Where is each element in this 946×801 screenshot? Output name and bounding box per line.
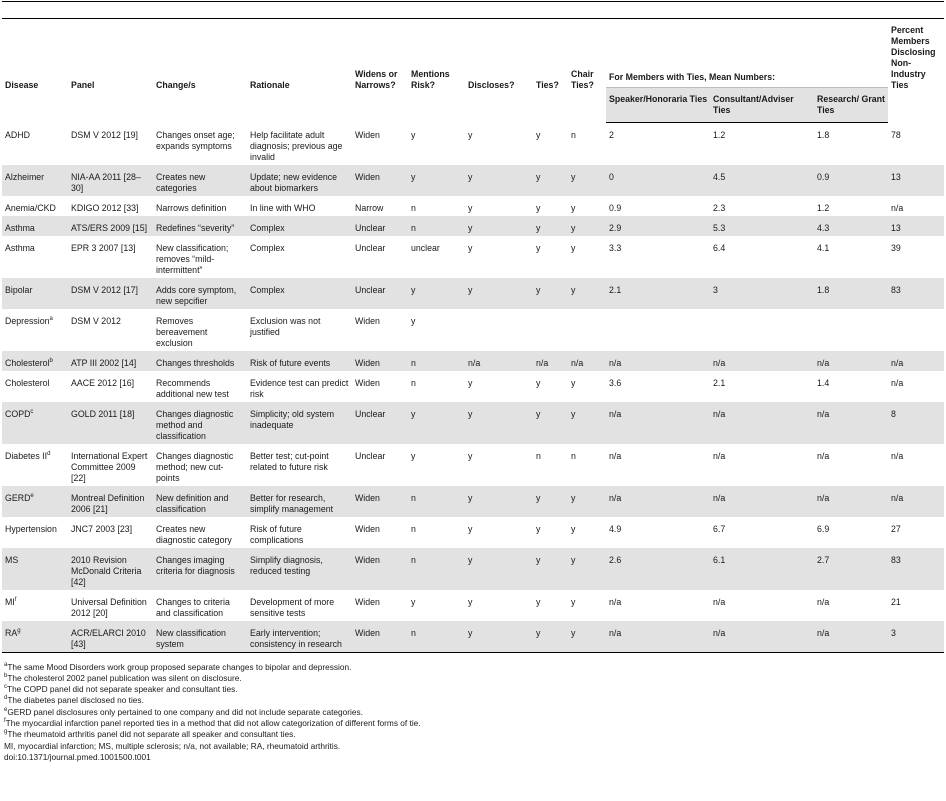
chair-ties-cell: y [568, 278, 606, 309]
consultant-ties-cell: n/a [710, 351, 814, 371]
mentions-risk-cell: y [411, 129, 416, 140]
chair-ties-cell [568, 309, 606, 351]
percent-non-industry-cell: 78 [891, 129, 901, 140]
research-ties-cell: 1.8 [814, 278, 888, 309]
disease-cell: Cholesterol$^b$ [2, 351, 68, 371]
rationale-cell: Risk of future events [247, 351, 352, 371]
chair-ties-cell: n [571, 129, 576, 140]
mentions-risk-cell: y [408, 402, 465, 444]
widens-cell: Unclear [352, 216, 408, 236]
table-row [2, 236, 944, 278]
table-row [2, 548, 944, 590]
change-cell: New definition and classification [153, 486, 247, 517]
rationale-cell: Risk of future complications [250, 523, 304, 545]
percent-non-industry-cell: 8 [888, 402, 944, 444]
table-row [2, 371, 944, 402]
rationale-cell: Complex [250, 242, 285, 253]
rationale-cell: Complex [247, 278, 352, 309]
ties-cell: y [533, 548, 568, 590]
widens-cell: Unclear [355, 450, 386, 461]
mentions-risk-cell: n [408, 621, 465, 653]
chair-ties-cell: y [571, 596, 576, 607]
col-header-percent-non-industry: Percent Members Disclosing Non-Industry Ties [891, 25, 936, 90]
footnote: $^g$The rheumatoid arthritis panel did not separate all speaker and consultant ties. [4, 729, 296, 740]
table-row [2, 278, 944, 309]
panel-cell: JNC7 2003 [23] [71, 523, 133, 534]
discloses-cell: y [465, 486, 533, 517]
footnote-marker: a [4, 661, 8, 668]
change-cell: Creates new diagnostic category [156, 523, 232, 545]
ties-cell: y [536, 596, 541, 607]
discloses-cell: y [465, 621, 533, 653]
ties-cell: y [536, 523, 541, 534]
research-ties-cell: n/a [814, 486, 888, 517]
research-ties-cell: n/a [814, 621, 888, 653]
table-row [2, 486, 944, 517]
footnote: $^e$GERD panel disclosures only pertained to one company and did not include separate categories. [4, 706, 363, 717]
panel-cell: EPR 3 2007 [13] [71, 242, 136, 253]
consultant-ties-cell: 3 [710, 278, 814, 309]
mentions-risk-cell: n [408, 486, 465, 517]
discloses-cell: y [468, 242, 473, 253]
ties-cell: y [536, 129, 541, 140]
change-cell: Changes onset age; expands symptoms [156, 129, 235, 151]
chair-ties-cell: y [571, 202, 576, 213]
rationale-cell: Update; new evidence about biomarkers [247, 165, 352, 196]
data-table [2, 19, 944, 653]
chair-ties-cell: y [568, 216, 606, 236]
disease-cell: Cholesterol [5, 377, 50, 388]
research-ties-cell [814, 309, 888, 351]
chair-ties-cell: n/a [568, 351, 606, 371]
percent-non-industry-cell: 3 [888, 621, 944, 653]
consultant-ties-cell: 2.3 [713, 202, 726, 213]
percent-non-industry-cell: 83 [888, 548, 944, 590]
percent-non-industry-cell: 83 [888, 278, 944, 309]
disease-cell: ADHD [5, 129, 30, 140]
footnote: $^b$The cholesterol 2002 panel publication was silent on disclosure. [4, 672, 242, 683]
widens-cell: Unclear [352, 278, 408, 309]
discloses-cell: y [465, 216, 533, 236]
mentions-risk-cell: y [411, 450, 416, 461]
ties-cell: n [536, 450, 541, 461]
ties-cell: y [533, 486, 568, 517]
mentions-risk-cell: y [408, 165, 465, 196]
rationale-cell: Evidence test can predict risk [250, 377, 349, 399]
percent-non-industry-cell: n/a [891, 450, 904, 461]
footnote: $^d$The diabetes panel disclosed no ties. [4, 695, 144, 706]
footnote-marker: g [17, 627, 21, 634]
rationale-cell: Better for research, simplify management [247, 486, 352, 517]
rationale-cell: Development of more sensitive tests [250, 596, 335, 618]
rationale-cell: In line with WHO [250, 202, 316, 213]
discloses-cell: y [468, 129, 473, 140]
disease-cell: COPD$^c$ [2, 402, 68, 444]
table-row [2, 165, 944, 196]
consultant-ties-cell: n/a [713, 596, 726, 607]
research-ties-cell: 1.2 [817, 202, 830, 213]
panel-cell: GOLD 2011 [18] [68, 402, 153, 444]
speaker-ties-cell: 3.3 [609, 242, 622, 253]
percent-non-industry-cell: 39 [891, 242, 901, 253]
col-header-ties: Ties? [536, 79, 559, 90]
change-cell: Changes diagnostic method; new cut-points [156, 450, 234, 483]
table-row [2, 196, 944, 216]
footnote-marker: f [14, 596, 17, 603]
change-cell: Creates new categories [153, 165, 247, 196]
widens-cell: Widen [355, 523, 380, 534]
disease-cell: MS [2, 548, 68, 590]
consultant-ties-cell: n/a [713, 450, 726, 461]
change-cell: Adds core symptom, new sepcifier [153, 278, 247, 309]
speaker-ties-cell: 2.1 [606, 278, 710, 309]
chair-ties-cell: y [571, 523, 576, 534]
discloses-cell: y [468, 596, 473, 607]
mentions-risk-cell: y [411, 596, 416, 607]
ties-cell: y [533, 165, 568, 196]
rationale-cell: Help facilitate adult diagnosis; previous age invalid [250, 129, 343, 162]
research-ties-cell: 4.3 [814, 216, 888, 236]
widens-cell: Widen [355, 596, 380, 607]
discloses-cell: y [465, 402, 533, 444]
percent-non-industry-cell: n/a [891, 377, 904, 388]
discloses-cell: y [468, 450, 473, 461]
mentions-risk-cell: n [408, 351, 465, 371]
mentions-risk-cell: unclear [411, 242, 440, 253]
panel-cell: DSM V 2012 [19] [71, 129, 138, 140]
mentions-risk-cell: y [411, 315, 416, 326]
ties-cell: y [536, 377, 541, 388]
disease-cell: Depression$^a$ [5, 315, 53, 326]
panel-cell: AACE 2012 [16] [71, 377, 135, 388]
panel-cell: NIA-AA 2011 [28–30] [68, 165, 153, 196]
panel-cell: International Expert Committee 2009 [22] [71, 450, 148, 483]
footnote-marker: d [4, 695, 8, 702]
change-cell: Removes bereavement exclusion [156, 315, 208, 348]
footnote-marker: c [30, 408, 34, 415]
footnote-marker: g [4, 729, 8, 736]
ties-cell: y [533, 278, 568, 309]
rationale-cell: Exclusion was not justified [250, 315, 321, 337]
footnote: $^f$The myocardial infarction panel reported ties in a method that did not allow categorization of different forms of tie. [4, 717, 421, 728]
widens-cell: Widen [355, 377, 380, 388]
percent-non-industry-cell: n/a [888, 486, 944, 517]
discloses-cell: y [468, 377, 473, 388]
col-header-chair-ties: Chair Ties? [571, 68, 594, 90]
footnote-marker: a [49, 315, 53, 322]
consultant-ties-cell: n/a [710, 402, 814, 444]
chair-ties-cell: y [571, 377, 576, 388]
col-header-discloses: Discloses? [468, 79, 515, 90]
research-ties-cell: 1.8 [817, 130, 830, 140]
col-header-panel: Panel [71, 79, 95, 90]
change-cell: Redefines “severity” [153, 216, 247, 236]
change-cell: Narrows definition [156, 202, 227, 213]
widens-cell: Widen [352, 548, 408, 590]
table-row [2, 444, 944, 486]
disease-cell: GERD$^e$ [2, 486, 68, 517]
widens-cell: Widen [352, 621, 408, 653]
percent-non-industry-cell: 13 [888, 216, 944, 236]
ties-cell: y [533, 216, 568, 236]
percent-non-industry-cell: n/a [888, 351, 944, 371]
widens-cell: Widen [355, 315, 380, 326]
panel-cell: ACR/ELARCI 2010 [43] [68, 621, 153, 653]
mentions-risk-cell: y [408, 278, 465, 309]
speaker-ties-cell [606, 309, 710, 351]
speaker-ties-cell: n/a [609, 450, 622, 461]
widens-cell: Widen [355, 129, 380, 140]
panel-cell: ATP III 2002 [14] [68, 351, 153, 371]
chair-ties-cell: y [568, 402, 606, 444]
percent-non-industry-cell: 21 [891, 596, 901, 607]
research-ties-cell: n/a [817, 596, 830, 607]
col-header-consultant: Consultant/Adviser Ties [710, 88, 814, 123]
consultant-ties-cell: 5.3 [710, 216, 814, 236]
footnote-marker: e [30, 492, 34, 499]
table-row [2, 517, 944, 548]
footnote-marker: f [4, 718, 6, 725]
col-header-research: Research/ Grant Ties [814, 88, 888, 123]
col-header-speaker: Speaker/Honoraria Ties [606, 88, 710, 123]
chair-ties-cell: n [571, 450, 576, 461]
ties-cell: y [533, 402, 568, 444]
change-cell: Changes diagnostic method and classification [153, 402, 247, 444]
disease-cell: Asthma [5, 242, 35, 253]
footnote: $^c$The COPD panel did not separate speaker and consultant ties. [4, 684, 238, 695]
top-rule [2, 1, 944, 2]
mentions-risk-cell: n [411, 377, 416, 388]
research-ties-cell: 6.9 [817, 523, 830, 534]
consultant-ties-cell: 1.2 [713, 130, 726, 140]
disease-cell: Hypertension [5, 523, 57, 534]
chair-ties-cell: y [568, 486, 606, 517]
speaker-ties-cell: 0 [606, 165, 710, 196]
change-cell: Changes to criteria and classification [156, 596, 230, 618]
change-cell: New classification; removes “mild-intermittent” [156, 242, 229, 275]
speaker-ties-cell: 2 [609, 130, 614, 140]
rationale-cell: Complex [247, 216, 352, 236]
ties-cell: y [536, 202, 541, 213]
table-body [2, 123, 944, 653]
mentions-risk-cell: n [408, 216, 465, 236]
consultant-ties-cell: 2.1 [713, 377, 726, 388]
consultant-ties-cell: 6.4 [713, 242, 726, 253]
footnote-marker: b [49, 357, 53, 364]
footnotes [2, 662, 944, 764]
panel-cell: DSM V 2012 [71, 315, 121, 326]
percent-non-industry-cell: n/a [891, 202, 904, 213]
disease-cell: $MI^f$ [5, 596, 17, 607]
ties-cell: y [536, 242, 541, 253]
col-header-widens: Widens or Narrows? [355, 68, 398, 90]
change-cell: Recommends additional new test [156, 377, 229, 399]
rationale-cell: Better test; cut-point related to future risk [250, 450, 329, 472]
rationale-cell: Early intervention; consistency in research [247, 621, 352, 653]
mentions-risk-cell: n [411, 202, 416, 213]
discloses-cell: y [468, 202, 473, 213]
research-ties-cell: n/a [814, 402, 888, 444]
rationale-cell: Simplicity; old system inadequate [247, 402, 352, 444]
speaker-ties-cell: n/a [606, 486, 710, 517]
panel-cell: DSM V 2012 [17] [68, 278, 153, 309]
change-cell: Changes imaging criteria for diagnosis [153, 548, 247, 590]
widens-cell: Unclear [352, 402, 408, 444]
disease-cell: $RA^g$ [2, 621, 68, 653]
table-row [2, 621, 944, 653]
speaker-ties-cell: 4.9 [609, 523, 622, 534]
table-row [2, 590, 944, 621]
col-header-disease: Disease [5, 79, 39, 90]
speaker-ties-cell: n/a [606, 402, 710, 444]
research-ties-cell: 0.9 [814, 165, 888, 196]
consultant-ties-cell: 4.5 [710, 165, 814, 196]
research-ties-cell: n/a [817, 450, 830, 461]
widens-cell: Widen [352, 165, 408, 196]
research-ties-cell: 4.1 [817, 242, 830, 253]
panel-cell: Universal Definition 2012 [20] [71, 596, 147, 618]
col-group-header-mean-numbers: For Members with Ties, Mean Numbers: [609, 72, 776, 82]
speaker-ties-cell: 2.9 [606, 216, 710, 236]
table-row [2, 216, 944, 236]
percent-non-industry-cell: 13 [888, 165, 944, 196]
header-row [2, 19, 944, 88]
mentions-risk-cell: n [411, 523, 416, 534]
change-cell: New classification system [153, 621, 247, 653]
footnote-marker: e [4, 706, 8, 713]
footnote: doi:10.1371/journal.pmed.1001500.t001 [4, 751, 151, 762]
footnote-marker: d [47, 450, 51, 457]
discloses-cell [465, 309, 533, 351]
speaker-ties-cell: 2.6 [606, 548, 710, 590]
widens-cell: Widen [352, 486, 408, 517]
disease-cell: Alzheimer [2, 165, 68, 196]
research-ties-cell: 1.4 [817, 377, 830, 388]
footnote-marker: b [4, 673, 8, 680]
discloses-cell: y [468, 523, 473, 534]
change-cell: Changes thresholds [153, 351, 247, 371]
ties-cell: n/a [533, 351, 568, 371]
footnote: $^a$The same Mood Disorders work group proposed separate changes to bipolar and depression. [4, 661, 352, 672]
speaker-ties-cell: 3.6 [609, 377, 622, 388]
percent-non-industry-cell [888, 309, 944, 351]
footnote-marker: c [4, 684, 7, 691]
widens-cell: Unclear [355, 242, 386, 253]
panel-cell: 2010 Revision McDonald Criteria [42] [68, 548, 153, 590]
consultant-ties-cell [710, 309, 814, 351]
footnote: MI, myocardial infarction; MS, multiple sclerosis; n/a, not available; RA, rheumatoid arthritis. [4, 740, 341, 751]
table-page [0, 1, 946, 801]
col-header-change: Change/s [156, 79, 196, 90]
discloses-cell: y [465, 278, 533, 309]
table-row [2, 402, 944, 444]
disease-cell: Diabetes $II^d$ [5, 450, 51, 461]
rationale-cell: Simplify diagnosis, reduced testing [247, 548, 352, 590]
disease-cell: Asthma [2, 216, 68, 236]
consultant-ties-cell: n/a [710, 621, 814, 653]
disease-cell: Bipolar [2, 278, 68, 309]
research-ties-cell: n/a [814, 351, 888, 371]
consultant-ties-cell: 6.1 [710, 548, 814, 590]
table-row [2, 309, 944, 351]
panel-cell: KDIGO 2012 [33] [71, 202, 139, 213]
speaker-ties-cell: n/a [606, 351, 710, 371]
ties-cell: y [533, 621, 568, 653]
panel-cell: ATS/ERS 2009 [15] [68, 216, 153, 236]
chair-ties-cell: y [568, 165, 606, 196]
discloses-cell: n/a [465, 351, 533, 371]
chair-ties-cell: y [568, 548, 606, 590]
widens-cell: Widen [352, 351, 408, 371]
discloses-cell: y [465, 548, 533, 590]
discloses-cell: y [465, 165, 533, 196]
consultant-ties-cell: n/a [710, 486, 814, 517]
col-header-mentions-risk: Mentions Risk? [411, 68, 450, 90]
consultant-ties-cell: 6.7 [713, 523, 726, 534]
ties-cell [533, 309, 568, 351]
speaker-ties-cell: n/a [609, 596, 622, 607]
mentions-risk-cell: n [408, 548, 465, 590]
disease-cell: Anemia/CKD [5, 202, 56, 213]
speaker-ties-cell: 0.9 [609, 202, 622, 213]
table-row [2, 351, 944, 371]
chair-ties-cell: y [571, 242, 576, 253]
research-ties-cell: 2.7 [814, 548, 888, 590]
widens-cell: Narrow [355, 202, 384, 213]
col-header-rationale: Rationale [250, 79, 290, 90]
percent-non-industry-cell: 27 [891, 523, 901, 534]
speaker-ties-cell: n/a [606, 621, 710, 653]
table-row [2, 123, 944, 165]
chair-ties-cell: y [568, 621, 606, 653]
panel-cell: Montreal Definition 2006 [21] [68, 486, 153, 517]
